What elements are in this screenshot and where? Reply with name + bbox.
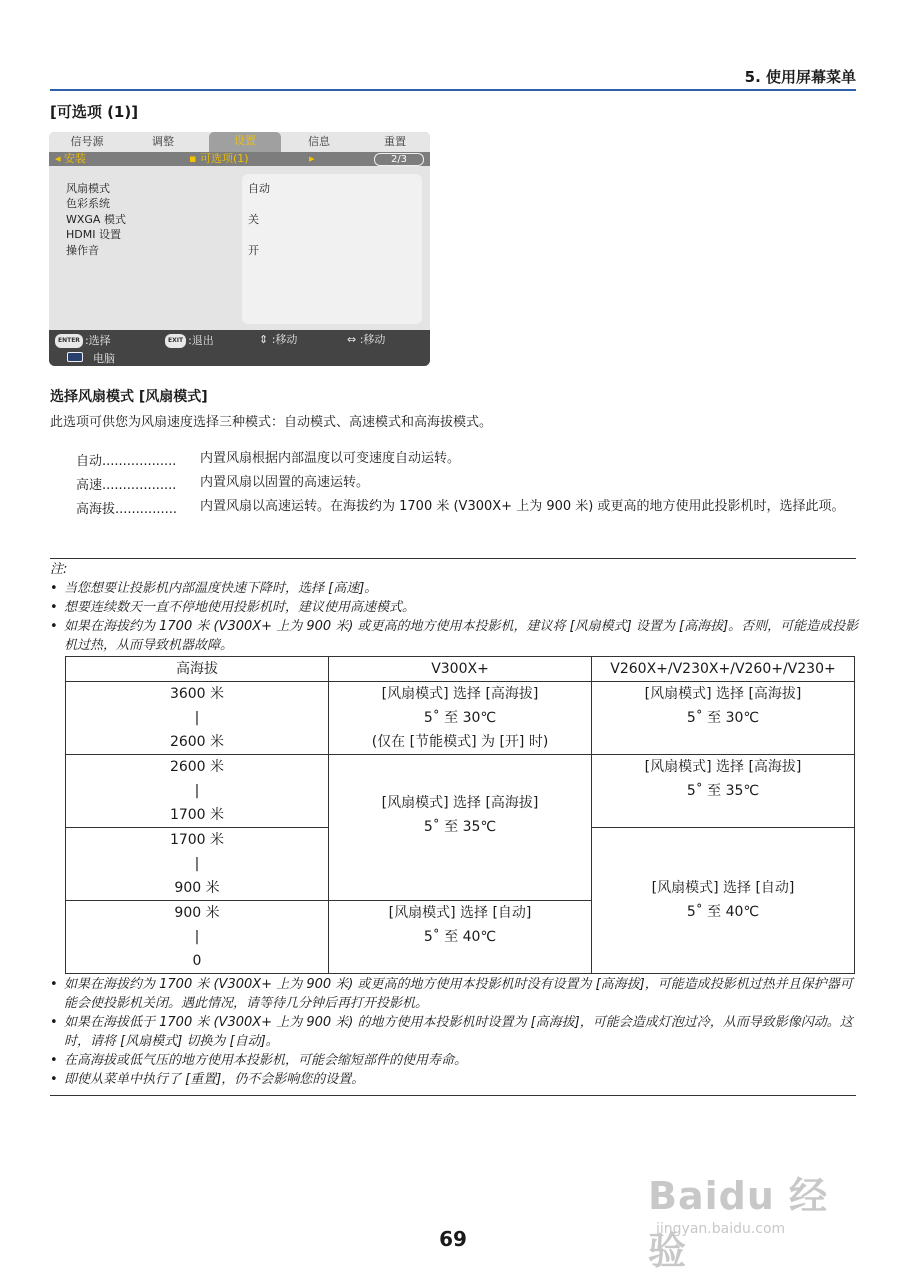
mode-desc-auto: 内置风扇根据内部温度以可变速度自动运转。 [200,451,461,466]
v260-setting-cell [592,682,855,755]
note-label: 注: [50,562,68,577]
note-bullet: • 在高海拔或低气压的地方使用本投影机，可能会缩短部件的使用寿命。 [50,1051,860,1070]
note-bullet: • 如果在海拔约为 1700 米 (V300X+ 上为 900 米) 或更高的地方使用本投影机，建议将 [风扇模式] 设置为 [高海拔]。否则，可能造成投影机过热，从而导致机器故障。 [50,617,860,655]
watermark-url: jingyan.baidu.com [656,1221,786,1237]
altitude-cell [66,828,329,901]
watermark-logo: Baidu 经验 [648,1174,829,1273]
move-vertical-hint: ⇕ :移动 [259,333,298,346]
submenu-current: ▪ 可选项(1) [189,152,249,165]
v300-setting-cell [329,901,592,974]
chapter-title: 5. 使用屏幕菜单 [744,68,856,86]
menu-item-hdmi-settings[interactable]: HDMI 设置 [66,228,121,241]
v300-setting-cell [329,755,592,901]
enter-hint-label: :选择 [84,334,111,347]
monitor-icon [67,352,83,362]
submenu-back[interactable]: ◂ 安装 [55,152,87,165]
menu-value-fan-mode: 自动 [248,182,270,195]
submenu-next-arrow-icon[interactable]: ▸ [309,152,315,165]
menu-item-beep[interactable]: 操作音 [66,244,99,257]
tab-info[interactable]: 信息 [308,135,330,148]
altitude-cell [66,901,329,974]
altitude-separator: | [194,929,200,945]
tab-source[interactable]: 信号源 [70,135,104,148]
table-header: 高海拔 [66,657,329,682]
menu-footer [49,330,430,366]
setting-text: [风扇模式] 选择 [高海拔] [381,686,539,702]
menu-tab-bar [49,132,430,152]
exit-hint [165,334,214,348]
note-block-bottom [50,975,860,1089]
mode-term-altitude: 高海拔............... [76,502,177,517]
altitude-value: 2600 米 [169,734,225,750]
note-bullet: • 即使从菜单中执行了 [重置]，仍不会影响您的设置。 [50,1070,860,1089]
exit-hint-label: :退出 [188,334,214,347]
page-indicator: 2/3 [374,153,424,166]
input-source-label: 电脑 [93,352,115,365]
menu-value-wxga-mode: 关 [248,213,259,226]
menu-value-beep: 开 [248,244,259,257]
fan-mode-heading: 选择风扇模式 [风扇模式] [50,389,208,405]
altitude-cell [66,755,329,828]
tab-reset[interactable]: 重置 [384,135,406,148]
mode-term-auto: 自动.................. [76,454,177,469]
tab-setup[interactable]: 设置 [209,132,281,152]
setting-text: [风扇模式] 选择 [自动] [388,905,532,921]
table-header-row [66,657,855,682]
note-bullet: • 如果在海拔低于 1700 米 (V300X+ 上为 900 米) 的地方使用本投影机时设置为 [高海拔]，可能会造成灯泡过冷，从而导致影像闪动。这时，请将 [风扇模式] 切换为 [自动]。 [50,1013,860,1051]
section-title: [可选项 (1)] [50,103,139,121]
altitude-value: 900 米 [174,880,220,896]
table-header: V260X+/V230X+/V260+/V230+ [592,657,855,682]
altitude-value: 900 米 [174,905,220,921]
v260-setting-cell [592,755,855,828]
page-number: 69 [439,1227,467,1251]
header-rule [50,89,856,91]
altitude-value: 1700 米 [169,832,225,848]
note-bullet: • 当您想要让投影机内部温度快速下降时，选择 [高速]。 [50,579,860,598]
temperature-range: 5˚ 至 35℃ [686,783,760,799]
temperature-range: 5˚ 至 30℃ [686,710,760,726]
mode-desc-altitude: 内置风扇以高速运转。在海拔约为 1700 米 (V300X+ 上为 900 米) 或更高的地方使用此投影机时，选择此项。 [200,499,845,514]
temperature-range: 5˚ 至 30℃ [423,710,497,726]
altitude-value: 2600 米 [169,759,225,775]
setting-condition: (仅在 [节能模式] 为 [开] 时) [371,734,549,750]
altitude-table [65,656,855,974]
setting-text: [风扇模式] 选择 [高海拔] [381,795,539,811]
tab-adjust[interactable]: 调整 [152,135,174,148]
note-bottom-rule [50,1095,856,1096]
note-bullet: • 想要连续数天一直不停地使用投影机时，建议使用高速模式。 [50,598,860,617]
table-header: V300X+ [329,657,592,682]
table-row [66,682,855,755]
menu-body [49,166,430,330]
note-block-top [50,560,860,655]
temperature-range: 5˚ 至 35℃ [423,819,497,835]
value-panel [242,174,422,324]
enter-key-icon: ENTER [55,334,83,348]
altitude-cell [66,682,329,755]
altitude-separator: | [194,710,200,726]
temperature-range: 5˚ 至 40℃ [423,929,497,945]
note-top-rule [50,558,856,559]
temperature-range: 5˚ 至 40℃ [686,904,760,920]
note-bullet: • 如果在海拔约为 1700 米 (V300X+ 上为 900 米) 或更高的地方使用本投影机时没有设置为 [高海拔]，可能造成投影机过热并且保护器可能会使投影机关闭。遇此情况，请等待几分钟后再打开投影机。 [50,975,860,1013]
v260-setting-cell [592,828,855,974]
menu-item-wxga-mode[interactable]: WXGA 模式 [66,213,126,226]
altitude-separator: | [194,783,200,799]
mode-desc-high: 内置风扇以固置的高速运转。 [200,475,370,490]
setting-text: [风扇模式] 选择 [高海拔] [644,759,802,775]
input-source [69,350,115,366]
submenu-bar [49,152,430,166]
setting-text: [风扇模式] 选择 [高海拔] [644,686,802,702]
altitude-value: 0 [192,953,202,969]
fan-mode-intro: 此选项可供您为风扇速度选择三种模式：自动模式、高速模式和高海拔模式。 [50,415,493,430]
exit-key-icon: EXIT [165,334,186,348]
menu-item-color-system[interactable]: 色彩系统 [66,197,110,210]
altitude-value: 1700 米 [169,807,225,823]
move-horizontal-hint: ⇔ :移动 [347,333,386,346]
mode-term-high: 高速.................. [76,478,177,493]
altitude-value: 3600 米 [169,686,225,702]
v300-setting-cell [329,682,592,755]
setting-text: [风扇模式] 选择 [自动] [651,880,795,896]
altitude-separator: | [194,856,200,872]
menu-item-fan-mode[interactable]: 风扇模式 [66,182,110,195]
enter-hint [55,334,111,348]
menu-screenshot [49,132,430,366]
table-row [66,755,855,828]
